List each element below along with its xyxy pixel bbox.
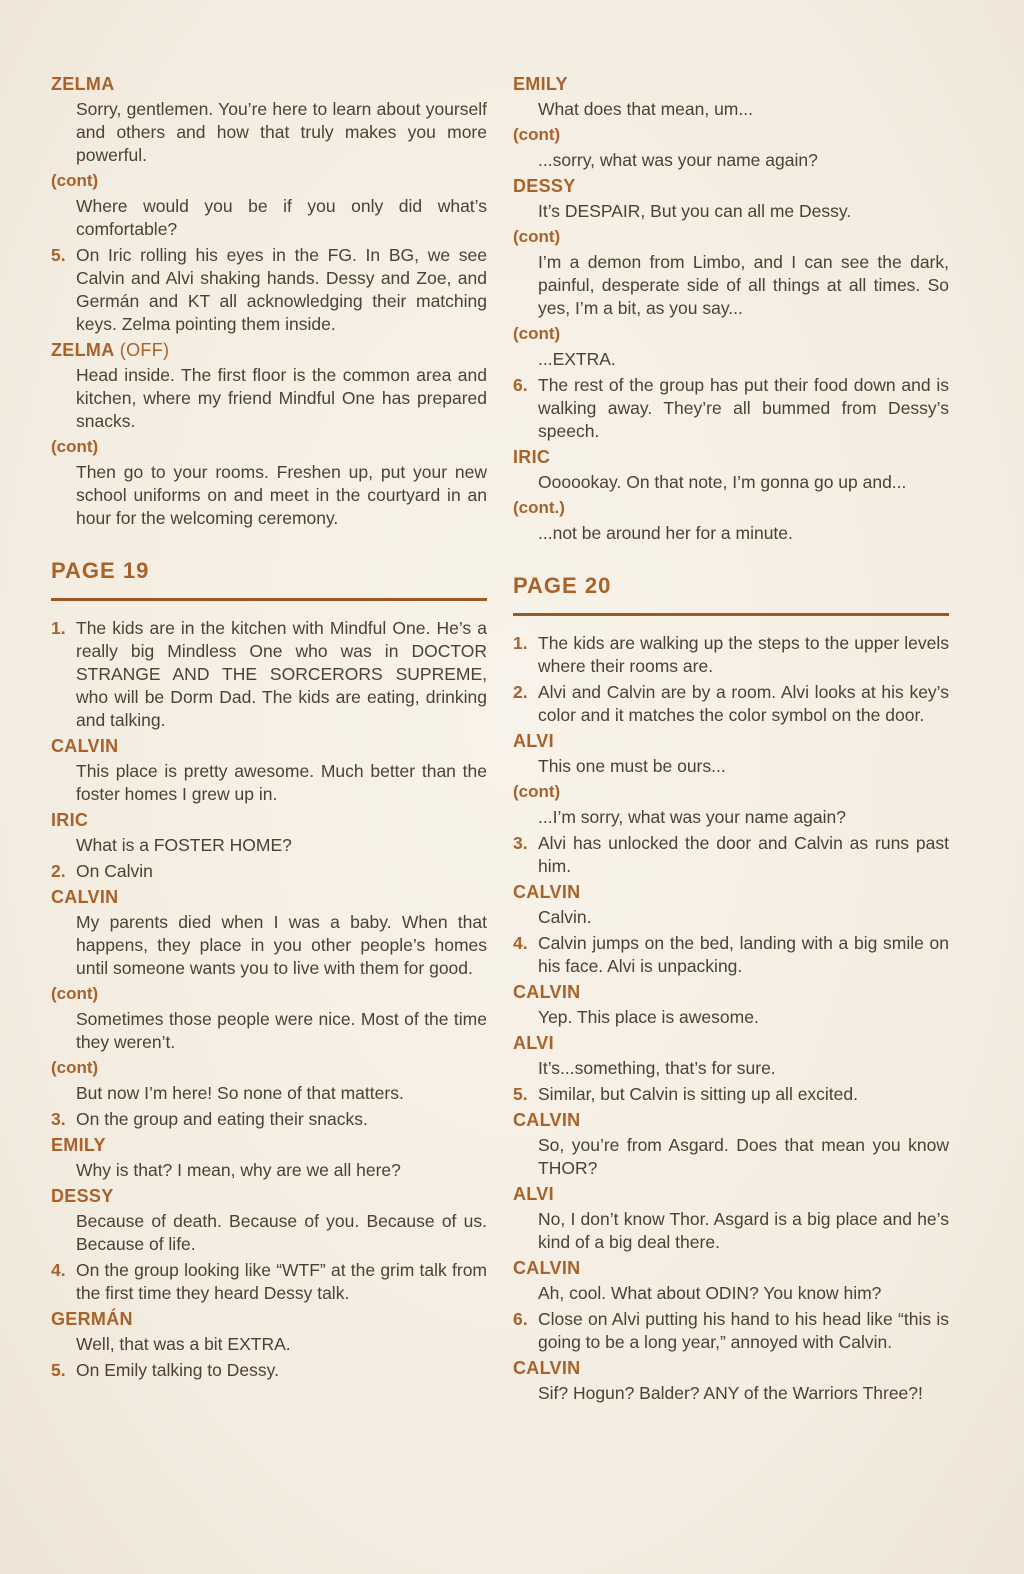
- dialogue-line: But now I’m here! So none of that matters.: [76, 1083, 404, 1103]
- panel-description: [51, 1259, 487, 1305]
- panel-description: [513, 681, 949, 727]
- page-heading: PAGE 19: [51, 558, 487, 601]
- panel-description: [51, 860, 487, 883]
- dialogue-line: Where would you be if you only did what’s comfortable?: [76, 196, 487, 239]
- dialogue-line: So, you’re from Asgard. Does that mean you know THOR?: [538, 1135, 949, 1178]
- panel-description: [513, 1083, 949, 1106]
- panel-number: 6.: [513, 375, 528, 395]
- dialogue-line: Sorry, gentlemen. You’re here to learn about yourself and others and how that truly makes you more powerful.: [76, 99, 487, 165]
- character-name: [51, 73, 487, 95]
- panel-text: Similar, but Calvin is sitting up all excited.: [538, 1084, 858, 1104]
- panel-number: 3.: [513, 833, 528, 853]
- character-name: [513, 1257, 949, 1279]
- continued-marker: (cont): [51, 984, 99, 1003]
- panel-description: [51, 244, 487, 336]
- dialogue-line: This one must be ours...: [538, 756, 726, 776]
- character-name-text: ZELMA: [51, 340, 115, 360]
- dialogue-line: Calvin.: [538, 907, 592, 927]
- character-name-text: CALVIN: [513, 1358, 581, 1378]
- dialogue-line: This place is pretty awesome. Much better than the foster homes I grew up in.: [76, 761, 487, 804]
- dialogue-line: It’s...something, that’s for sure.: [538, 1058, 776, 1078]
- character-name-text: EMILY: [513, 74, 568, 94]
- character-name-text: CALVIN: [513, 1110, 581, 1130]
- character-name-text: ALVI: [513, 731, 554, 751]
- character-name: [513, 1183, 949, 1205]
- character-name-text: ALVI: [513, 1184, 554, 1204]
- panel-number: 1.: [51, 618, 66, 638]
- character-name: [513, 1109, 949, 1131]
- character-name: [51, 809, 487, 831]
- continued-marker: (cont): [513, 125, 561, 144]
- dialogue-line: Ah, cool. What about ODIN? You know him?: [538, 1283, 882, 1303]
- continued-marker: (cont): [513, 324, 561, 343]
- dialogue-line: ...EXTRA.: [538, 349, 616, 369]
- character-name-text: DESSY: [513, 176, 576, 196]
- panel-text: Alvi has unlocked the door and Calvin as runs past him.: [538, 833, 949, 876]
- dialogue-line: ...sorry, what was your name again?: [538, 150, 818, 170]
- continued-marker: (cont.): [513, 498, 565, 517]
- character-name-text: CALVIN: [51, 887, 119, 907]
- panel-number: 4.: [51, 1260, 66, 1280]
- panel-text: Alvi and Calvin are by a room. Alvi looks at his key’s color and it matches the color symbol on the door.: [538, 682, 949, 725]
- dialogue-line: No, I don’t know Thor. Asgard is a big place and he’s kind of a big deal there.: [538, 1209, 949, 1252]
- panel-description: [513, 632, 949, 678]
- continued-marker: (cont): [513, 227, 561, 246]
- off-panel-note: (OFF): [114, 340, 170, 360]
- panel-description: [51, 1359, 487, 1382]
- character-name: [513, 73, 949, 95]
- character-name-text: CALVIN: [513, 1258, 581, 1278]
- dialogue-line: What is a FOSTER HOME?: [76, 835, 292, 855]
- panel-description: [51, 617, 487, 732]
- dialogue-line: ...I’m sorry, what was your name again?: [538, 807, 846, 827]
- character-name: [51, 1134, 487, 1156]
- panel-text: On the group and eating their snacks.: [76, 1109, 368, 1129]
- panel-text: On Calvin: [76, 861, 153, 881]
- character-name: [513, 981, 949, 1003]
- character-name: [513, 446, 949, 468]
- panel-text: The kids are in the kitchen with Mindful One. He’s a really big Mindless One who was in DOCTOR STRANGE AND THE SORCERORS SUPREME, who will be Dorm Dad. The kids are eating, drinking and talking.: [76, 618, 487, 730]
- panel-number: 2.: [513, 682, 528, 702]
- character-name-text: IRIC: [51, 810, 89, 830]
- character-name-text: ZELMA: [51, 74, 115, 94]
- character-name-text: CALVIN: [513, 982, 581, 1002]
- dialogue-line: Because of death. Because of you. Because of us. Because of life.: [76, 1211, 487, 1254]
- panel-number: 1.: [513, 633, 528, 653]
- right-column: [513, 70, 949, 1408]
- continued-marker: (cont): [51, 1058, 99, 1077]
- panel-description: [513, 1308, 949, 1354]
- page-heading: PAGE 20: [513, 573, 949, 616]
- panel-text: On Emily talking to Dessy.: [76, 1360, 279, 1380]
- character-name-text: GERMÁN: [51, 1309, 133, 1329]
- character-name: [51, 1308, 487, 1330]
- panel-text: Calvin jumps on the bed, landing with a big smile on his face. Alvi is unpacking.: [538, 933, 949, 976]
- continued-marker: (cont): [51, 437, 99, 456]
- character-name: [513, 175, 949, 197]
- dialogue-line: My parents died when I was a baby. When that happens, they place in you other people’s homes until someone wants you to live with them for good.: [76, 912, 487, 978]
- dialogue-line: ...not be around her for a minute.: [538, 523, 793, 543]
- character-name: [513, 1032, 949, 1054]
- dialogue-line: Head inside. The first floor is the common area and kitchen, where my friend Mindful One has prepared snacks.: [76, 365, 487, 431]
- continued-marker: (cont): [51, 171, 99, 190]
- character-name: [51, 886, 487, 908]
- character-name-text: IRIC: [513, 447, 551, 467]
- continued-marker: (cont): [513, 782, 561, 801]
- character-name-text: CALVIN: [51, 736, 119, 756]
- character-name: [513, 1357, 949, 1379]
- left-column: [51, 70, 487, 1385]
- dialogue-line: Sif? Hogun? Balder? ANY of the Warriors Three?!: [538, 1383, 923, 1403]
- dialogue-line: What does that mean, um...: [538, 99, 753, 119]
- dialogue-line: Yep. This place is awesome.: [538, 1007, 759, 1027]
- panel-text: On Iric rolling his eyes in the FG. In BG, we see Calvin and Alvi shaking hands. Dessy and Zoe, and Germán and KT all acknowledging their matching keys. Zelma pointing them inside.: [76, 245, 487, 334]
- character-name: [51, 735, 487, 757]
- character-name: [513, 730, 949, 752]
- dialogue-line: Why is that? I mean, why are we all here?: [76, 1160, 401, 1180]
- dialogue-line: Sometimes those people were nice. Most of the time they weren’t.: [76, 1009, 487, 1052]
- panel-description: [513, 374, 949, 443]
- panel-number: 5.: [51, 245, 66, 265]
- panel-text: On the group looking like “WTF” at the grim talk from the first time they heard Dessy talk.: [76, 1260, 487, 1303]
- character-name-text: CALVIN: [513, 882, 581, 902]
- character-name: [51, 1185, 487, 1207]
- panel-description: [51, 1108, 487, 1131]
- panel-description: [513, 932, 949, 978]
- panel-description: [513, 832, 949, 878]
- character-name: [513, 881, 949, 903]
- character-name-text: ALVI: [513, 1033, 554, 1053]
- dialogue-line: Well, that was a bit EXTRA.: [76, 1334, 291, 1354]
- panel-text: The kids are walking up the steps to the upper levels where their rooms are.: [538, 633, 949, 676]
- character-name-text: DESSY: [51, 1186, 114, 1206]
- panel-number: 5.: [51, 1360, 66, 1380]
- dialogue-line: I’m a demon from Limbo, and I can see the dark, painful, desperate side of all things at all times. So yes, I’m a bit, as you say...: [538, 252, 949, 318]
- character-name: [51, 339, 487, 361]
- panel-number: 4.: [513, 933, 528, 953]
- character-name-text: EMILY: [51, 1135, 106, 1155]
- panel-text: The rest of the group has put their food down and is walking away. They’re all bummed from Dessy’s speech.: [538, 375, 949, 441]
- panel-number: 3.: [51, 1109, 66, 1129]
- dialogue-line: Oooookay. On that note, I’m gonna go up and...: [538, 472, 907, 492]
- dialogue-line: It’s DESPAIR, But you can all me Dessy.: [538, 201, 852, 221]
- panel-number: 5.: [513, 1084, 528, 1104]
- panel-number: 2.: [51, 861, 66, 881]
- dialogue-line: Then go to your rooms. Freshen up, put your new school uniforms on and meet in the courtyard in an hour for the welcoming ceremony.: [76, 462, 487, 528]
- panel-number: 6.: [513, 1309, 528, 1329]
- panel-text: Close on Alvi putting his hand to his head like “this is going to be a long year,” annoyed with Calvin.: [538, 1309, 949, 1352]
